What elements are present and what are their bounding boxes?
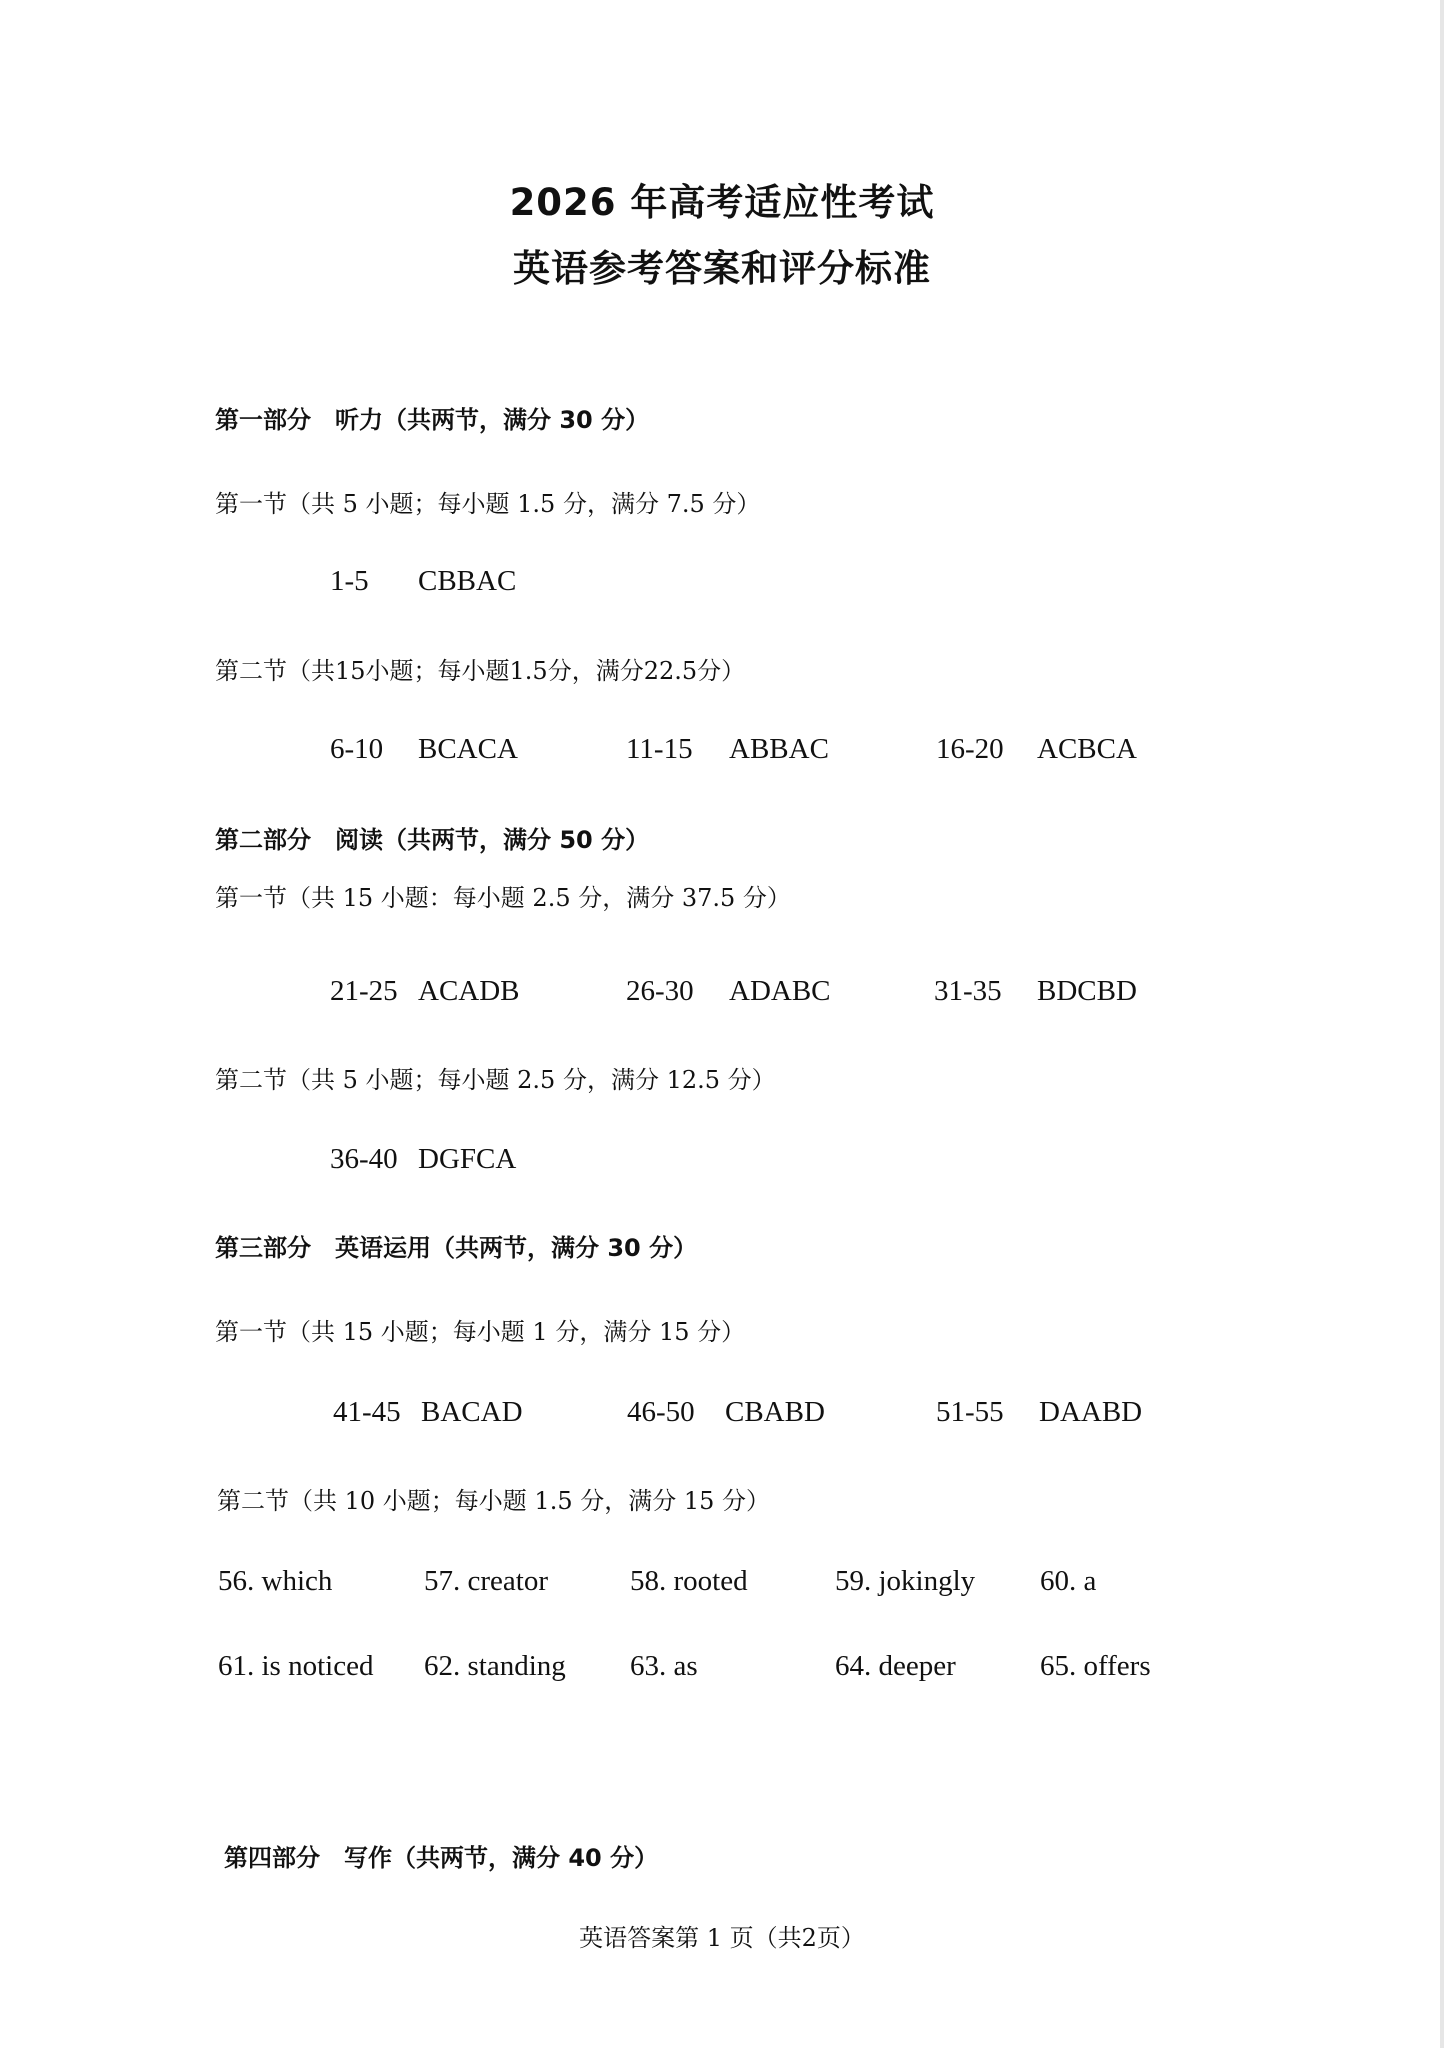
part2-sec2-heading: 第二节（共 5 小题；每小题 2.5 分，满分 12.5 分）	[215, 1066, 776, 1094]
answer-key: BACAD	[421, 1396, 523, 1428]
answer-key: ADABC	[729, 975, 831, 1007]
answer-key: ABBAC	[729, 733, 829, 765]
answer-range: 16-20	[936, 733, 1004, 765]
answer-range: 26-30	[626, 975, 694, 1007]
scan-edge	[1440, 0, 1444, 2048]
answer-key: DAABD	[1039, 1396, 1143, 1428]
part3-heading: 第三部分 英语运用（共两节，满分 30 分）	[215, 1234, 698, 1262]
answer-key: CBBAC	[418, 565, 517, 597]
answer-range: 11-15	[626, 733, 693, 765]
answer-range: 6-10	[330, 733, 384, 765]
part3-sec2-heading: 第二节（共 10 小题；每小题 1.5 分，满分 15 分）	[217, 1487, 771, 1515]
answer-key: BCACA	[418, 733, 518, 765]
answer-range: 1-5	[330, 565, 369, 597]
answer-range: 31-35	[934, 975, 1002, 1007]
part1-sec2-heading: 第二节（共15小题；每小题1.5分，满分22.5分）	[215, 657, 746, 685]
answer-key: ACBCA	[1037, 733, 1137, 765]
answer-range: 46-50	[627, 1396, 695, 1428]
answer-range: 41-45	[333, 1396, 401, 1428]
blank-answer: 65. offers	[1040, 1650, 1151, 1682]
part2-sec1-heading: 第一节（共 15 小题：每小题 2.5 分，满分 37.5 分）	[215, 884, 791, 912]
answer-range: 21-25	[330, 975, 398, 1007]
blank-answer: 60. a	[1040, 1565, 1097, 1597]
page-subtitle: 英语参考答案和评分标准	[513, 247, 931, 290]
blank-answer: 64. deeper	[835, 1650, 956, 1682]
answer-key: DGFCA	[418, 1143, 517, 1175]
part2-heading: 第二部分 阅读（共两节，满分 50 分）	[215, 826, 650, 854]
part3-sec1-heading: 第一节（共 15 小题；每小题 1 分，满分 15 分）	[215, 1318, 746, 1346]
blank-answer: 61. is noticed	[218, 1650, 374, 1682]
page-title: 2026 年高考适应性考试	[509, 181, 935, 224]
part1-heading: 第一部分 听力（共两节，满分 30 分）	[215, 406, 650, 434]
answer-range: 36-40	[330, 1143, 398, 1175]
part4-heading: 第四部分 写作（共两节，满分 40 分）	[224, 1844, 659, 1872]
blank-answer: 62. standing	[424, 1650, 566, 1682]
blank-answer: 63. as	[630, 1650, 698, 1682]
blank-answer: 59. jokingly	[835, 1565, 976, 1597]
answer-key: ACADB	[418, 975, 520, 1007]
blank-answer: 56. which	[218, 1565, 333, 1597]
blank-answer: 58. rooted	[630, 1565, 748, 1597]
part1-sec1-heading: 第一节（共 5 小题；每小题 1.5 分，满分 7.5 分）	[215, 490, 761, 518]
answer-range: 51-55	[936, 1396, 1004, 1428]
blank-answer: 57. creator	[424, 1565, 548, 1597]
page-footer: 英语答案第 1 页（共2页）	[579, 1924, 865, 1952]
answer-key: BDCBD	[1037, 975, 1137, 1007]
answer-key: CBABD	[725, 1396, 825, 1428]
